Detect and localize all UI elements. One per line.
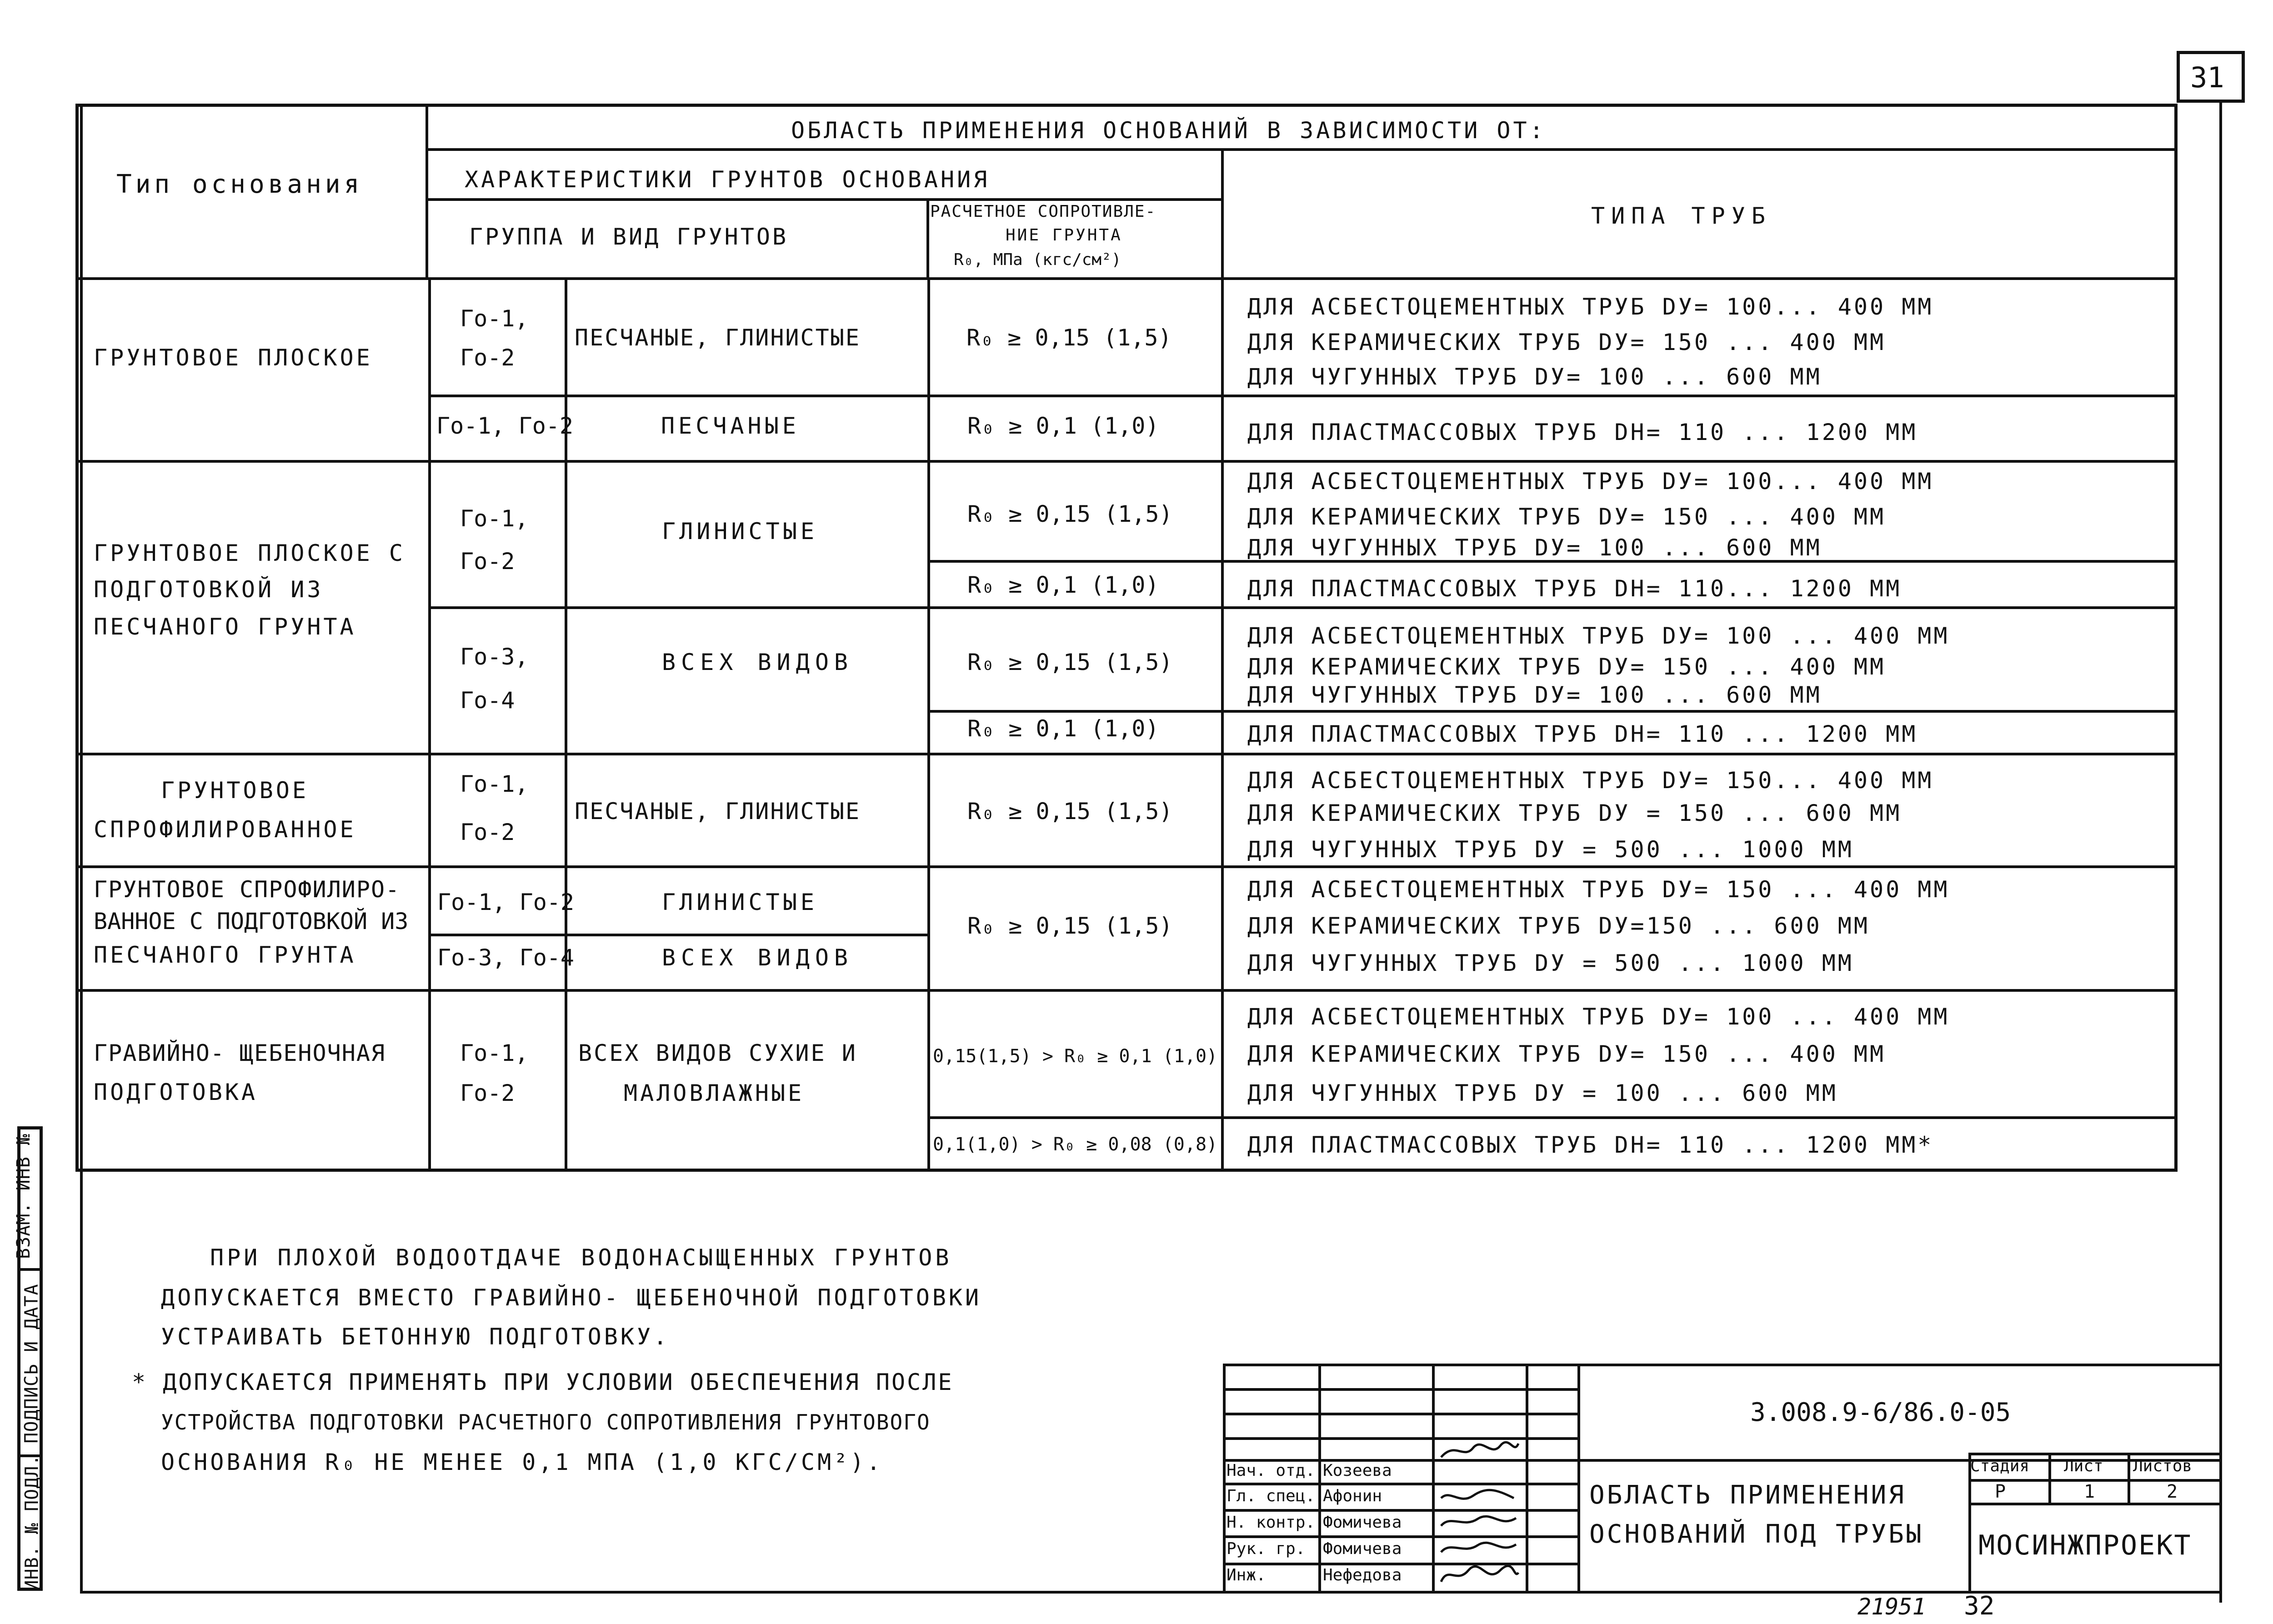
r1-res2: R₀ ≥ 0,1 (1,0) (967, 413, 1159, 439)
name-1: Козеева (1323, 1461, 1392, 1480)
title-block-row (1223, 1563, 1577, 1565)
stage-value: Р (1995, 1481, 2006, 1502)
title-block-row (1223, 1483, 1577, 1485)
name-4: Фомичева (1323, 1539, 1402, 1558)
role-5: Инж. (1227, 1566, 1266, 1584)
side-stamp-inv: ИНВ. № ПОДЛ. (21, 1454, 43, 1591)
grid-line (426, 148, 2176, 151)
org-name: МОСИНЖПРОЕКТ (1978, 1529, 2192, 1561)
r1-soil2: ПЕСЧАНЫЕ (661, 413, 800, 439)
title-block-row (1223, 1437, 1577, 1440)
r2-group2: Го-3, (460, 644, 529, 670)
note-2a: * ДОПУСКАЕТСЯ ПРИМЕНЯТЬ ПРИ УСЛОВИИ ОБЕСПЕЧЕНИЯ ПОСЛЕ (132, 1369, 954, 1395)
r2-group1b: Го-2 (460, 548, 515, 575)
r4-type3: ПЕСЧАНОГО ГРУНТА (94, 942, 356, 968)
r4-type2: ВАННОЕ С ПОДГОТОВКОЙ ИЗ (94, 908, 409, 934)
r3-soil: ПЕСЧАНЫЕ, ГЛИНИСТЫЕ (575, 798, 861, 824)
r2-pipe1a: ДЛЯ АСБЕСТОЦЕМЕНТНЫХ ТРУБ DУ= 100... 400 ММ (1247, 468, 1934, 495)
note-2c: ОСНОВАНИЯ R₀ НЕ МЕНЕЕ 0,1 МПА (1,0 КГС/СМ²). (161, 1449, 883, 1475)
name-5: Нефедова (1323, 1566, 1402, 1584)
r1-group2: Го-1, Го-2 (436, 413, 574, 439)
r4-pipe-a: ДЛЯ АСБЕСТОЦЕМЕНТНЫХ ТРУБ DУ= 150 ... 400 ММ (1247, 876, 1950, 903)
r4-res: R₀ ≥ 0,15 (1,5) (967, 913, 1173, 939)
group-header: ГРУППА И ВИД ГРУНТОВ (469, 224, 789, 250)
signature-5 (1437, 1564, 1523, 1586)
title-block-col (1432, 1364, 1435, 1591)
title-block-row (1223, 1413, 1577, 1415)
grid-line (428, 395, 2176, 397)
r3-group1: Го-1, (460, 771, 529, 797)
r5-res1: 0,15(1,5) > R₀ ≥ 0,1 (1,0) (933, 1046, 1218, 1067)
r3-pipe-c: ДЛЯ ЧУГУННЫХ ТРУБ DУ = 500 ... 1000 ММ (1247, 836, 1854, 863)
pipe-type-header: ТИПА ТРУБ (1591, 203, 1772, 229)
r3-group1b: Го-2 (460, 819, 515, 845)
r4-pipe-c: ДЛЯ ЧУГУННЫХ ТРУБ DУ = 500 ... 1000 ММ (1247, 950, 1854, 976)
signature-1 (1437, 1439, 1523, 1462)
side-stamp-sign: ПОДПИСЬ И ДАТА (21, 1284, 42, 1444)
r2-type3: ПЕСЧАНОГО ГРУНТА (94, 614, 356, 640)
title-block-row (1968, 1479, 2221, 1482)
note-1b: ДОПУСКАЕТСЯ ВМЕСТО ГРАВИЙНО- ЩЕБЕНОЧНОЙ ПОДГОТОВКИ (161, 1284, 982, 1311)
role-3: Н. контр. (1227, 1513, 1316, 1532)
r1-type: ГРУНТОВОЕ ПЛОСКОЕ (94, 345, 373, 371)
title-block-row (1223, 1388, 1577, 1391)
side-stamp-zam: ВЗАМ. ИНВ № (13, 1134, 34, 1259)
grid-line (77, 753, 2176, 755)
sheets-value: 2 (2167, 1481, 2178, 1502)
doc-title-2: ОСНОВАНИЙ ПОД ТРУБЫ (1589, 1519, 1924, 1549)
role-2: Гл. спец. (1227, 1487, 1316, 1505)
grid-line (426, 105, 428, 277)
r1-group1b: Го-2 (460, 345, 515, 371)
grid-line (77, 989, 2176, 992)
title-block-col (1318, 1364, 1321, 1591)
r5-group1b: Го-2 (460, 1080, 515, 1106)
stage-header: Стадия (1970, 1457, 2030, 1475)
r2-pipe2c: ДЛЯ ЧУГУННЫХ ТРУБ DУ= 100 ... 600 ММ (1247, 682, 1822, 708)
r1-pipe1b: ДЛЯ КЕРАМИЧЕСКИХ ТРУБ DУ= 150 ... 400 ММ (1247, 329, 1886, 355)
note-1c: УСТРАИВАТЬ БЕТОННУЮ ПОДГОТОВКУ. (161, 1324, 670, 1350)
signature-2 (1437, 1484, 1523, 1507)
grid-line (428, 277, 431, 1169)
grid-line (926, 198, 929, 277)
footer-num-1: 21951 (1857, 1594, 1926, 1620)
title-block-col (2048, 1453, 2051, 1503)
r2-pipe1d: ДЛЯ ПЛАСТМАССОВЫХ ТРУБ DН= 110... 1200 ММ (1247, 575, 1902, 602)
sheet-header: Лист (2064, 1457, 2103, 1475)
doc-title-1: ОБЛАСТЬ ПРИМЕНЕНИЯ (1589, 1480, 1906, 1510)
title-block-left (1223, 1364, 1226, 1591)
note-1a: ПРИ ПЛОХОЙ ВОДООТДАЧЕ ВОДОНАСЫЩЕННЫХ ГРУНТОВ (210, 1244, 952, 1271)
title-block-top (1223, 1364, 2221, 1366)
title-block-row (1223, 1509, 1577, 1512)
footer-num-2: 32 (1964, 1591, 1995, 1621)
title-block-row (1223, 1535, 1577, 1538)
r4-type1: ГРУНТОВОЕ СПРОФИЛИРО- (94, 876, 401, 903)
grid-line (77, 277, 2176, 280)
grid-line (428, 606, 2176, 609)
r2-pipe2a: ДЛЯ АСБЕСТОЦЕМЕНТНЫХ ТРУБ DУ= 100 ... 400 ММ (1247, 623, 1950, 649)
r4-group1: Го-1, Го-2 (437, 889, 575, 915)
r5-type1: ГРАВИЙНО- ЩЕБЕНОЧНАЯ (94, 1040, 386, 1066)
r2-group2b: Го-4 (460, 687, 515, 714)
r2-res2b: R₀ ≥ 0,1 (1,0) (967, 715, 1159, 742)
r1-group1: Го-1, (460, 305, 529, 332)
r2-pipe1b: ДЛЯ КЕРАМИЧЕСКИХ ТРУБ DУ= 150 ... 400 ММ (1247, 504, 1886, 530)
soil-char-title: ХАРАКТЕРИСТИКИ ГРУНТОВ ОСНОВАНИЯ (465, 166, 990, 193)
r2-soil2: ВСЕХ ВИДОВ (662, 649, 854, 675)
resistance-header-2: НИЕ ГРУНТА (1006, 226, 1122, 245)
sheet-value: 1 (2084, 1481, 2095, 1502)
r5-soil2: МАЛОВЛАЖНЫЕ (624, 1080, 805, 1106)
title-block-col (1526, 1364, 1528, 1591)
r5-type2: ПОДГОТОВКА (94, 1079, 258, 1105)
grid-line (927, 277, 930, 1169)
r4-soil1: ГЛИНИСТЫЕ (662, 889, 818, 915)
title-block-row (1968, 1503, 2221, 1505)
r5-soil1: ВСЕХ ВИДОВ СУХИЕ И (578, 1040, 857, 1066)
r1-soil1: ПЕСЧАНЫЕ, ГЛИНИСТЫЕ (575, 325, 861, 351)
r5-pipe-b: ДЛЯ КЕРАМИЧЕСКИХ ТРУБ DУ= 150 ... 400 ММ (1247, 1041, 1886, 1067)
r2-group1: Го-1, (460, 505, 529, 532)
r1-pipe2: ДЛЯ ПЛАСТМАССОВЫХ ТРУБ DН= 110 ... 1200 ММ (1247, 419, 1918, 445)
r2-res1b: R₀ ≥ 0,1 (1,0) (967, 572, 1159, 598)
r5-res2: 0,1(1,0) > R₀ ≥ 0,08 (0,8) (933, 1134, 1218, 1155)
sheets-header: Листов (2133, 1457, 2193, 1475)
r3-pipe-b: ДЛЯ КЕРАМИЧЕСКИХ ТРУБ DУ = 150 ... 600 ММ (1247, 800, 1902, 826)
scope-title: ОБЛАСТЬ ПРИМЕНЕНИЯ ОСНОВАНИЙ В ЗАВИСИМОСТИ ОТ: (791, 117, 1546, 144)
grid-line (428, 934, 927, 936)
grid-line (77, 460, 2176, 463)
name-3: Фомичева (1323, 1513, 1402, 1532)
grid-line (426, 198, 1222, 201)
title-block-col (1577, 1364, 1580, 1591)
r1-pipe1a: ДЛЯ АСБЕСТОЦЕМЕНТНЫХ ТРУБ DУ= 100... 400 ММ (1247, 294, 1934, 320)
grid-line (77, 865, 2176, 868)
note-2b: УСТРОЙСТВА ПОДГОТОВКИ РАСЧЕТНОГО СОПРОТИВЛЕНИЯ ГРУНТОВОГО (161, 1410, 931, 1434)
grid-line (927, 710, 2176, 713)
r5-pipe-a: ДЛЯ АСБЕСТОЦЕМЕНТНЫХ ТРУБ DУ= 100 ... 400 ММ (1247, 1004, 1950, 1030)
r2-type2: ПОДГОТОВКОЙ ИЗ (94, 576, 324, 603)
r4-soil2: ВСЕХ ВИДОВ (662, 944, 854, 971)
r2-type1: ГРУНТОВОЕ ПЛОСКОЕ С (94, 540, 406, 566)
grid-line (927, 1116, 2176, 1119)
r4-pipe-b: ДЛЯ КЕРАМИЧЕСКИХ ТРУБ DУ=150 ... 600 ММ (1247, 913, 1870, 939)
doc-code: 3.008.9-6/86.0-05 (1750, 1398, 2011, 1427)
r2-pipe2b: ДЛЯ КЕРАМИЧЕСКИХ ТРУБ DУ= 150 ... 400 ММ (1247, 654, 1886, 680)
r2-res2: R₀ ≥ 0,15 (1,5) (967, 649, 1173, 675)
grid-line (1221, 148, 1224, 277)
grid-line (565, 277, 567, 1169)
title-block-row (1968, 1453, 2221, 1455)
resistance-header-3: R₀, МПа (кгс/см²) (954, 250, 1121, 269)
grid-line (1221, 277, 1224, 1169)
title-block-col (2128, 1453, 2130, 1503)
r1-pipe1c: ДЛЯ ЧУГУННЫХ ТРУБ DУ= 100 ... 600 ММ (1247, 364, 1822, 390)
r3-pipe-a: ДЛЯ АСБЕСТОЦЕМЕНТНЫХ ТРУБ DУ= 150... 400 ММ (1247, 767, 1934, 794)
side-stamp-divider (17, 1268, 43, 1271)
r3-type2: СПРОФИЛИРОВАННОЕ (94, 816, 356, 843)
r3-type1: ГРУНТОВОЕ (161, 777, 309, 804)
r5-pipe-c: ДЛЯ ЧУГУННЫХ ТРУБ DУ = 100 ... 600 ММ (1247, 1080, 1838, 1106)
role-4: Рук. гр. (1227, 1539, 1306, 1558)
sheet-right-border (2219, 103, 2222, 1603)
r5-group1: Го-1, (460, 1040, 529, 1066)
r4-group2: Го-3, Го-4 (437, 944, 575, 971)
name-2: Афонин (1323, 1487, 1382, 1505)
r5-pipe-d: ДЛЯ ПЛАСТМАССОВЫХ ТРУБ DН= 110 ... 1200 ММ* (1247, 1132, 1934, 1158)
r2-soil1: ГЛИНИСТЫЕ (662, 518, 818, 545)
signature-4 (1437, 1536, 1523, 1559)
r2-pipe2d: ДЛЯ ПЛАСТМАССОВЫХ ТРУБ DН= 110 ... 1200 ММ (1247, 721, 1918, 747)
r1-res1: R₀ ≥ 0,15 (1,5) (966, 325, 1172, 351)
role-1: Нач. отд. (1227, 1461, 1316, 1480)
sheet-number: 31 (2190, 61, 2224, 94)
r3-res: R₀ ≥ 0,15 (1,5) (967, 798, 1173, 824)
signature-3 (1437, 1510, 1523, 1533)
r2-pipe1c: ДЛЯ ЧУГУННЫХ ТРУБ DУ= 100 ... 600 ММ (1247, 535, 1822, 561)
type-header: Тип основания (116, 170, 363, 199)
r2-res1: R₀ ≥ 0,15 (1,5) (967, 501, 1173, 527)
resistance-header-1: РАСЧЕТНОЕ СОПРОТИВЛЕ- (930, 202, 1157, 221)
